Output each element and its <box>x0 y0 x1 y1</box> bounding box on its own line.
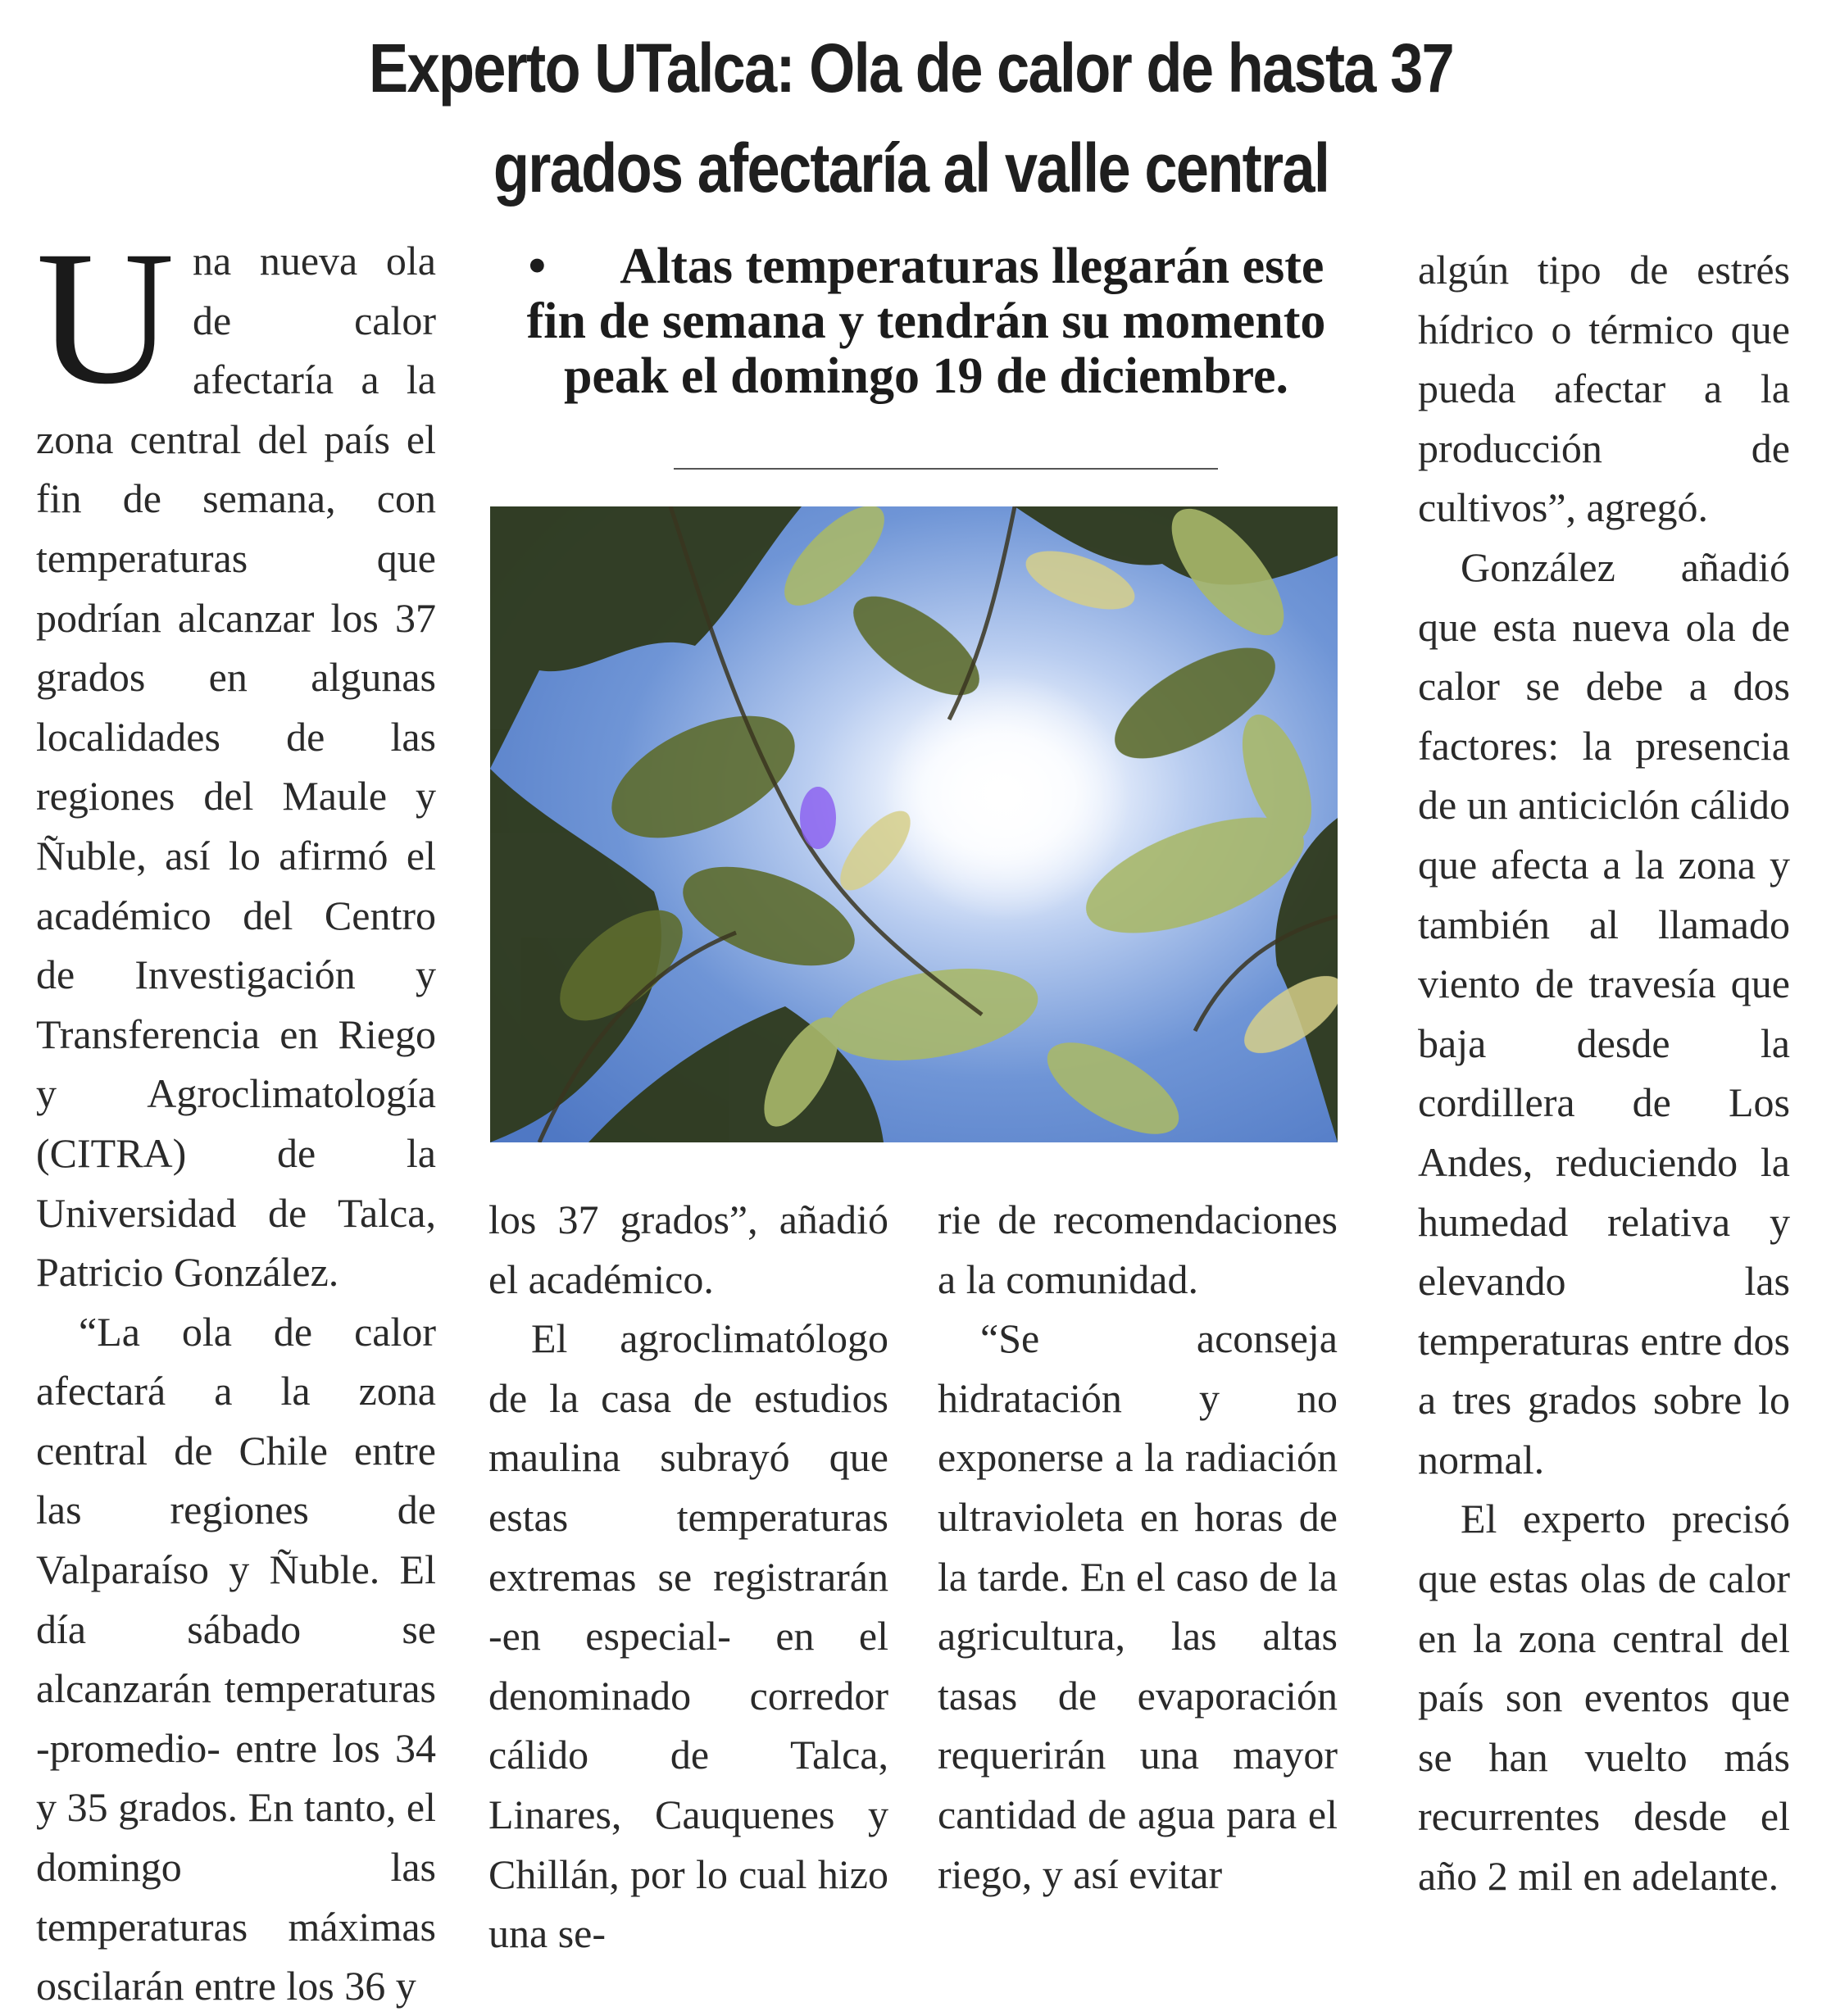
paragraph-4-continued: algún tipo de estrés hídrico o térmico que pueda afectar a la producción de cultivos”, agregó. <box>1418 247 1790 531</box>
paragraph-1-text: na nueva ola de calor afectaría a la zona central del país el fin de semana, con temperaturas que podrían alcanzar los 37 grados en algunas localidades de las regiones del Maule y Ñuble, así lo afirmó el académico del Centro de Investigación y Transferencia en Riego y Agroclimatología (CITRA) de la Universidad de Talca, Patricio González. <box>36 238 436 1296</box>
bullet-icon: • <box>528 238 547 294</box>
paragraph-2: “La ola de calor afectará a la zona central de Chile entre las regiones de Valparaíso y Ñuble. El día sábado se alcanzarán temperaturas -promedio- entre los 34 y 35 grados. En tanto, el domingo las temperaturas máximas oscilarán entre los 36 y <box>36 1308 436 2009</box>
headline-line-2: grados afectaría al valle central <box>493 129 1329 207</box>
drop-cap: U <box>36 211 175 424</box>
article-photo <box>490 506 1338 1142</box>
paragraph-2-continued: los 37 grados”, añadió el académico. <box>488 1196 888 1302</box>
headline-line-1: Experto UTalca: Ola de calor de hasta 37 <box>368 30 1454 107</box>
text-column-4 <box>1418 240 1790 1906</box>
article-headline <box>128 18 1695 218</box>
paragraph-4: “Se aconseja hidratación y no exponerse a la radiación ultravioleta en horas de la tarde. En el caso de la agricultura, las altas tasas de evaporación requerirán una mayor cantidad de agua para el riego, y así evitar <box>938 1315 1338 1897</box>
paragraph-3-continued: rie de recomendaciones a la comunidad. <box>938 1196 1338 1302</box>
paragraph-6: El experto precisó que estas olas de calor en la zona central del país son eventos que se han vuelto más recurrentes desde el año 2 mil en adelante. <box>1418 1496 1790 1900</box>
text-column-2 <box>488 1190 888 1964</box>
paragraph-3: El agroclimatólogo de la casa de estudios maulina subrayó que estas temperaturas extremas se registrarán -en especial- en el denominado corredor cálido de Talca, Linares, Cauquenes y Chillán, por lo cual hizo una se- <box>488 1315 888 1957</box>
subheadline-divider <box>674 468 1218 470</box>
paragraph-1 <box>36 211 436 1302</box>
subheadline <box>508 239 1344 404</box>
subheadline-text: Altas temperaturas llegarán este fin de semana y tendrán su momento peak el domingo 19 de diciembre. <box>526 238 1326 404</box>
text-column-1 <box>36 211 436 2016</box>
text-column-3 <box>938 1190 1338 1904</box>
sun-through-leaves-image <box>490 506 1338 1142</box>
paragraph-5: González añadió que esta nueva ola de calor se debe a dos factores: la presencia de un anticiclón cálido que afecta a la zona y también al llamado viento de travesía que baja desde la cordillera de Los Andes, reduciendo la humedad relativa y elevando las temperaturas entre dos a tres grados sobre lo normal. <box>1418 543 1791 1482</box>
